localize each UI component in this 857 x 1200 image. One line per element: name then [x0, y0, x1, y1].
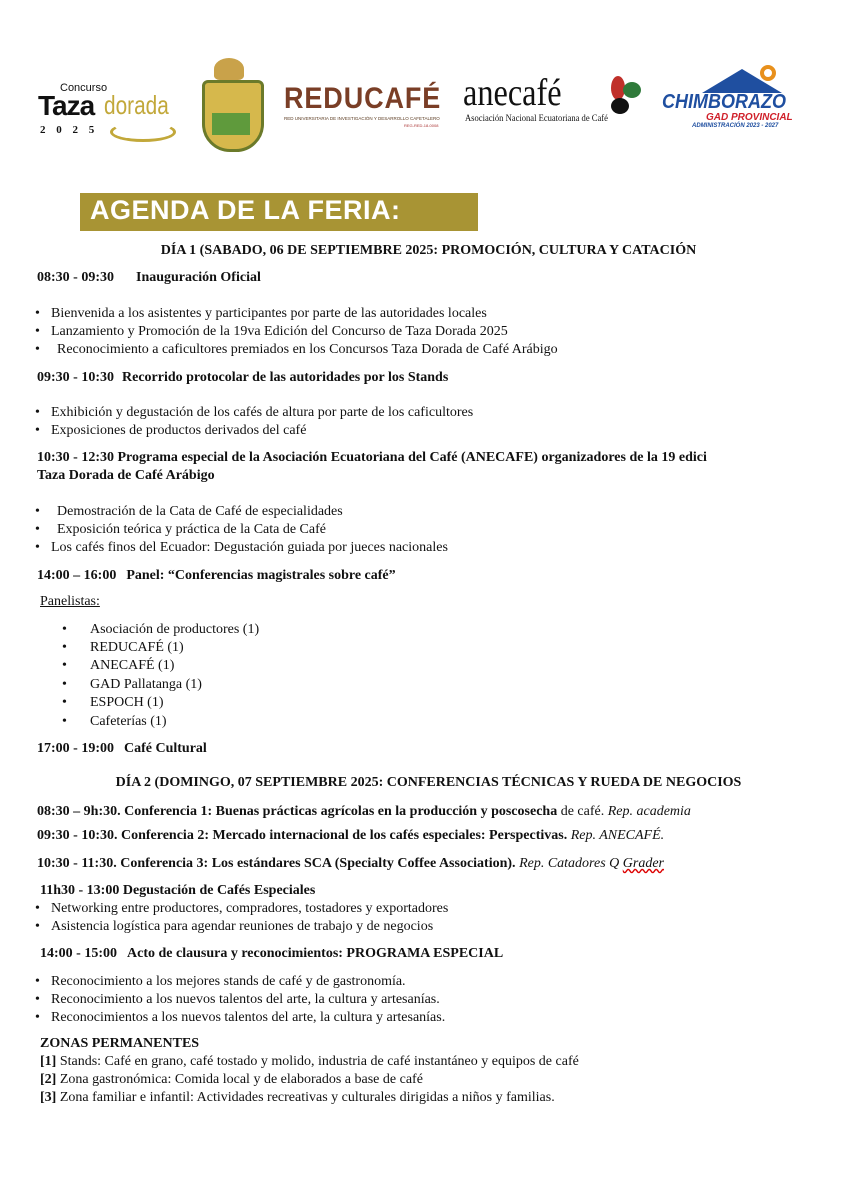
- panelist-item: • ESPOCH (1): [62, 695, 164, 710]
- banner-title: AGENDA DE LA FERIA:: [90, 195, 401, 225]
- panelist-item: • GAD Pallatanga (1): [62, 677, 202, 692]
- logo-text: CHIMBORAZO: [662, 91, 786, 113]
- panelists-label: Panelistas:: [40, 594, 100, 609]
- zone-item: [2] Zona gastronómica: Comida local y de elaborados a base de café: [40, 1072, 423, 1087]
- logo-text: RED UNIVERSITARIA DE INVESTIGACIÓN Y DESARROLLO CAFETALERO: [284, 116, 440, 121]
- session-heading-cont: Taza Dorada de Café Arábigo: [37, 468, 215, 483]
- session-heading: 14:00 – 16:00 Panel: “Conferencias magistrales sobre café”: [37, 568, 396, 583]
- list-item: • Los cafés finos del Ecuador: Degustación guiada por jueces nacionales: [35, 540, 448, 555]
- session-heading: 11h30 - 13:00 Degustación de Cafés Especiales: [40, 883, 316, 898]
- panelist-item: • Cafeterías (1): [62, 714, 167, 729]
- anecafe-logo: [463, 72, 648, 132]
- list-item: • Exhibición y degustación de los cafés de altura por parte de los caficultores: [35, 405, 474, 420]
- conference-1: 08:30 – 9h:30. Conferencia 1: Buenas prácticas agrícolas en la producción y poscosecha de café. Rep. academia: [37, 804, 691, 819]
- session-time: 08:30 - 09:30: [37, 270, 114, 285]
- zones-title: ZONAS PERMANENTES: [40, 1036, 200, 1051]
- list-item: • Lanzamiento y Promoción de la 19va Edición del Concurso de Taza Dorada 2025: [35, 324, 508, 339]
- chimborazo-logo: [662, 65, 827, 130]
- session-heading: 14:00 - 15:00 Acto de clausura y reconocimientos: PROGRAMA ESPECIAL: [40, 946, 504, 961]
- list-item: • Reconocimiento a los nuevos talentos del arte, la cultura y artesanías.: [35, 992, 440, 1007]
- cup-icon: [110, 122, 176, 142]
- logo-text: Asociación Nacional Ecuatoriana de Café: [465, 114, 608, 124]
- session-heading: 10:30 - 12:30 Programa especial de la Asociación Ecuatoriana del Café (ANECAFE) organizadores de la 19 edici: [37, 450, 707, 465]
- list-item: • Bienvenida a los asistentes y participantes por parte de las autoridades locales: [35, 306, 487, 321]
- list-item: • Exposición teórica y práctica de la Cata de Café: [35, 522, 326, 537]
- day1-title: DÍA 1 (SABADO, 06 DE SEPTIEMBRE 2025: PROMOCIÓN, CULTURA Y CATACIÓN: [160, 243, 697, 258]
- reducafe-logo: [284, 78, 449, 133]
- session-heading: [37, 269, 261, 286]
- list-item: • Asistencia logística para agendar reuniones de trabajo y de negocios: [35, 919, 434, 934]
- zone-item: [3] Zona familiar e infantil: Actividades recreativas y culturales dirigidas a niños y familias.: [40, 1090, 555, 1105]
- conference-3: 10:30 - 11:30. Conferencia 3: Los estándares SCA (Specialty Coffee Association). Rep. Catadores Q Grader: [37, 856, 664, 871]
- taza-dorada-logo: [38, 62, 178, 142]
- session-heading: 09:30 - 10:30 Recorrido protocolar de las autoridades por los Stands: [37, 370, 449, 385]
- panelist-item: • REDUCAFÉ (1): [62, 640, 184, 655]
- panelist-item: • Asociación de productores (1): [62, 622, 260, 637]
- panelist-item: • ANECAFÉ (1): [62, 658, 175, 673]
- logo-text: Concurso: [60, 82, 108, 94]
- logo-text: dorada: [104, 90, 169, 120]
- session-title: Inauguración Oficial: [136, 270, 261, 285]
- logo-text: 2 0 2 5: [40, 124, 99, 136]
- list-item: • Reconocimiento a los mejores stands de café y de gastronomía.: [35, 974, 406, 989]
- logo-text: Taza: [38, 90, 95, 121]
- logo-text: REG-RED-18-0008: [404, 123, 439, 128]
- logo-text: ADMINISTRACIÓN 2023 - 2027: [692, 123, 779, 129]
- gear-icon: [760, 65, 776, 81]
- list-item: • Demostración de la Cata de Café de especialidades: [35, 504, 343, 519]
- list-item: • Reconocimiento a caficultores premiados en los Concursos Taza Dorada de Café Arábigo: [35, 342, 558, 357]
- logo-text: GAD PROVINCIAL: [706, 112, 793, 123]
- agenda-banner: [80, 193, 478, 231]
- list-item: • Reconocimientos a los nuevos talentos del arte, la cultura y artesanías.: [35, 1010, 446, 1025]
- list-item: • Exposiciones de productos derivados del café: [35, 423, 307, 438]
- zone-item: [1] Stands: Café en grano, café tostado y molido, industria de café instantáneo y equipos de café: [40, 1054, 579, 1069]
- list-item: • Networking entre productores, compradores, tostadores y exportadores: [35, 901, 449, 916]
- logo-text: anecafé: [463, 72, 562, 114]
- logo-text: REDUCAFÉ: [284, 82, 442, 115]
- coat-of-arms-logo: [192, 58, 270, 158]
- session-heading: 17:00 - 19:00 Café Cultural: [37, 741, 207, 756]
- conference-2: 09:30 - 10:30. Conferencia 2: Mercado internacional de los cafés especiales: Perspectivas. Rep. ANECAFÉ.: [37, 828, 665, 843]
- day2-title: DÍA 2 (DOMINGO, 07 SEPTIEMBRE 2025: CONFERENCIAS TÉCNICAS Y RUEDA DE NEGOCIOS: [115, 775, 742, 790]
